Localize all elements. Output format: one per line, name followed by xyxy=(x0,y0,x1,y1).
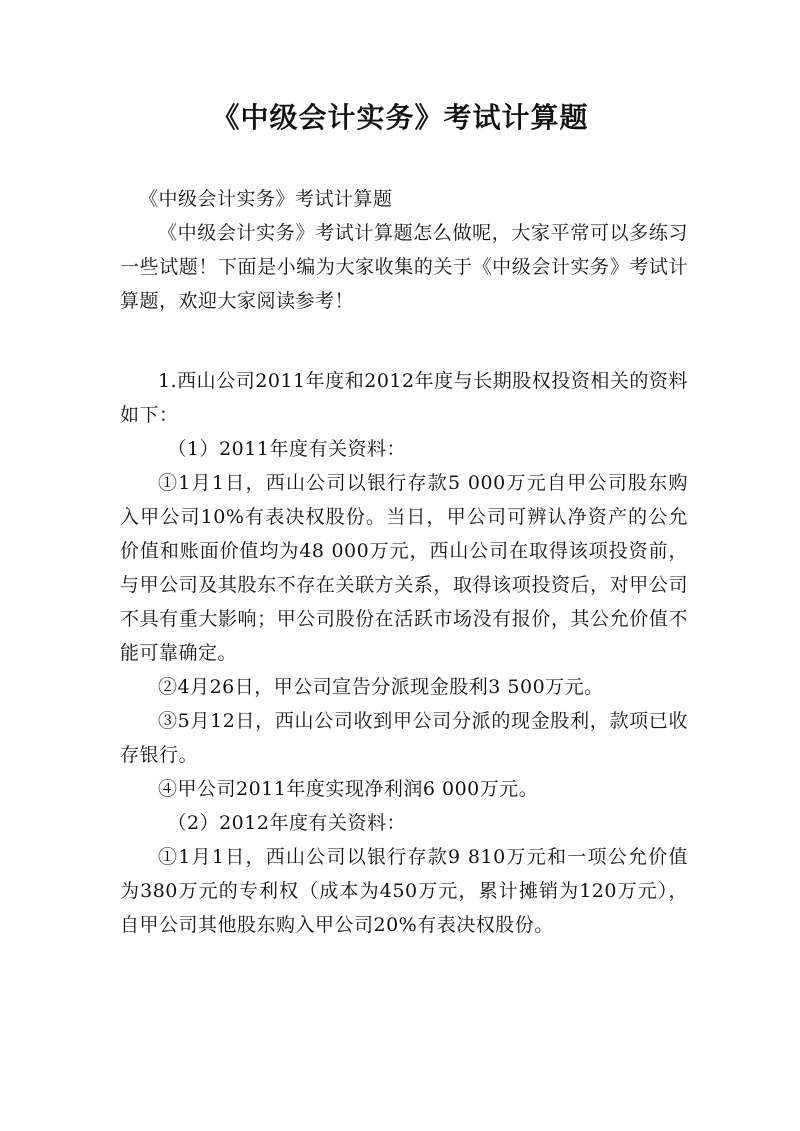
section-2-item-1: ①1月1日，西山公司以银行存款9 810万元和一项公允价值为380万元的专利权（成本为450万元，累计摊销为120万元），自甲公司其他股东购入甲公司20%有表决权股份。 xyxy=(120,846,688,936)
section-1-item-1: ①1月1日，西山公司以银行存款5 000万元自甲公司股东购入甲公司10%有表决权股份。当日，甲公司可辨认净资产的公允价值和账面价值均为48 000万元，西山公司在取得该项投资前，与甲公司及其股东不存在关联方关系，取得该项投资后，对甲公司不具有重大影响；甲公司股份在活跃市场没有报价，其公允价值不能可靠确定。 xyxy=(120,472,688,664)
intro-paragraph: 《中级会计实务》考试计算题怎么做呢，大家平常可以多练习一些试题！下面是小编为大家收集的关于《中级会计实务》考试计算题，欢迎大家阅读参考！ xyxy=(120,222,688,312)
paragraph-gap xyxy=(120,318,688,364)
document-title: 《中级会计实务》考试计算题 xyxy=(211,101,589,134)
document-body xyxy=(120,182,688,942)
document-subtitle: 《中级会计实务》考试计算题 xyxy=(139,188,393,210)
question-1-stem: 1.西山公司2011年度和2012年度与长期股权投资相关的资料如下： xyxy=(120,370,688,426)
section-2-heading: （2）2012年度有关资料： xyxy=(167,812,406,834)
section-1-heading: （1）2011年度有关资料： xyxy=(167,438,406,460)
section-1-item-2: ②4月26日，甲公司宣告分派现金股利3 500万元。 xyxy=(158,676,604,698)
section-1-item-4: ④甲公司2011年度实现净利润6 000万元。 xyxy=(158,778,539,800)
section-1-item-3: ③5月12日，西山公司收到甲公司分派的现金股利，款项已收存银行。 xyxy=(120,710,688,766)
